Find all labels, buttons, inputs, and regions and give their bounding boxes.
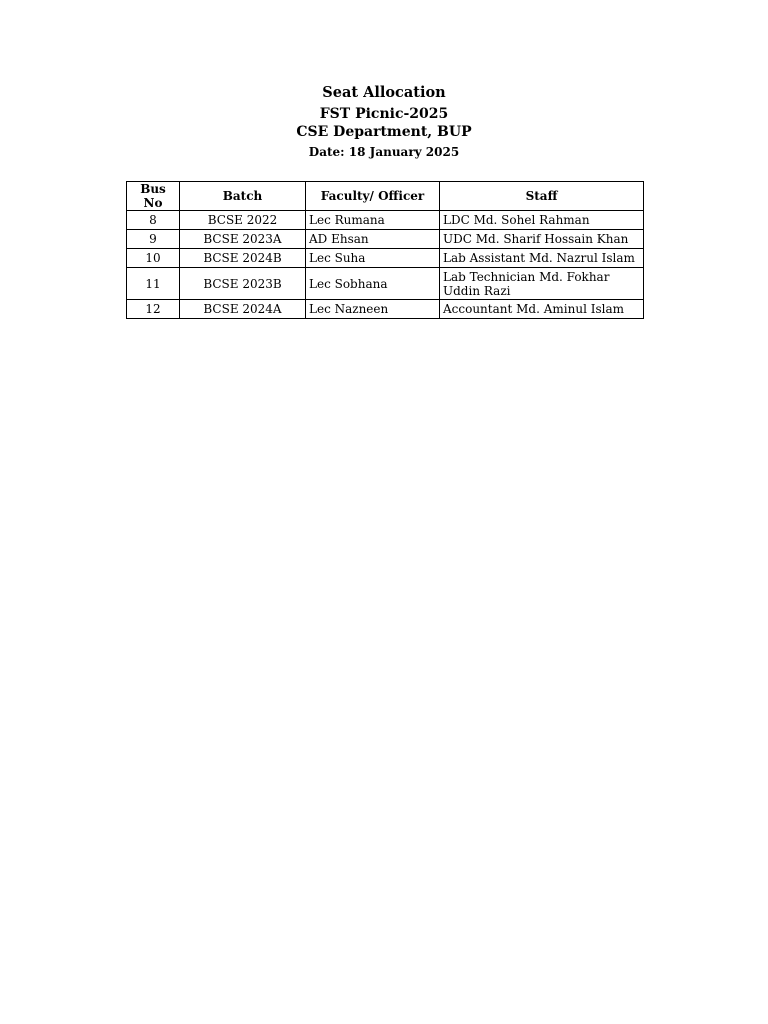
faculty-cell: Lec Suha (306, 249, 440, 268)
faculty-cell: Lec Nazneen (306, 300, 440, 319)
staff-cell: Lab Technician Md. Fokhar Uddin Razi (440, 268, 644, 300)
batch-cell: BCSE 2024A (180, 300, 306, 319)
batch-cell: BCSE 2024B (180, 249, 306, 268)
batch-cell: BCSE 2022 (180, 211, 306, 230)
table-row (127, 268, 644, 300)
batch-cell: BCSE 2023A (180, 230, 306, 249)
bus-no-cell: 9 (127, 230, 180, 249)
event-name: FST Picnic-2025 (319, 106, 449, 122)
header-bus-no: Bus No (127, 182, 180, 211)
bus-no-cell: 11 (127, 268, 180, 300)
staff-cell: UDC Md. Sharif Hossain Khan (440, 230, 644, 249)
faculty-cell: Lec Rumana (306, 211, 440, 230)
staff-cell: Lab Assistant Md. Nazrul Islam (440, 249, 644, 268)
table-row (127, 230, 644, 249)
header-batch: Batch (180, 182, 306, 211)
document-title: Seat Allocation (322, 84, 446, 101)
header-staff: Staff (440, 182, 644, 211)
seat-allocation-table (126, 181, 644, 319)
table-row (127, 300, 644, 319)
faculty-cell: AD Ehsan (306, 230, 440, 249)
staff-cell: LDC Md. Sohel Rahman (440, 211, 644, 230)
bus-no-cell: 12 (127, 300, 180, 319)
batch-cell: BCSE 2023B (180, 268, 306, 300)
header-faculty: Faculty/ Officer (306, 182, 440, 211)
table-row (127, 211, 644, 230)
bus-no-cell: 10 (127, 249, 180, 268)
table-row (127, 249, 644, 268)
department-name: CSE Department, BUP (296, 124, 472, 140)
bus-no-cell: 8 (127, 211, 180, 230)
event-date: Date: 18 January 2025 (308, 145, 460, 159)
faculty-cell: Lec Sobhana (306, 268, 440, 300)
staff-cell: Accountant Md. Aminul Islam (440, 300, 644, 319)
table-header-row (127, 182, 644, 211)
